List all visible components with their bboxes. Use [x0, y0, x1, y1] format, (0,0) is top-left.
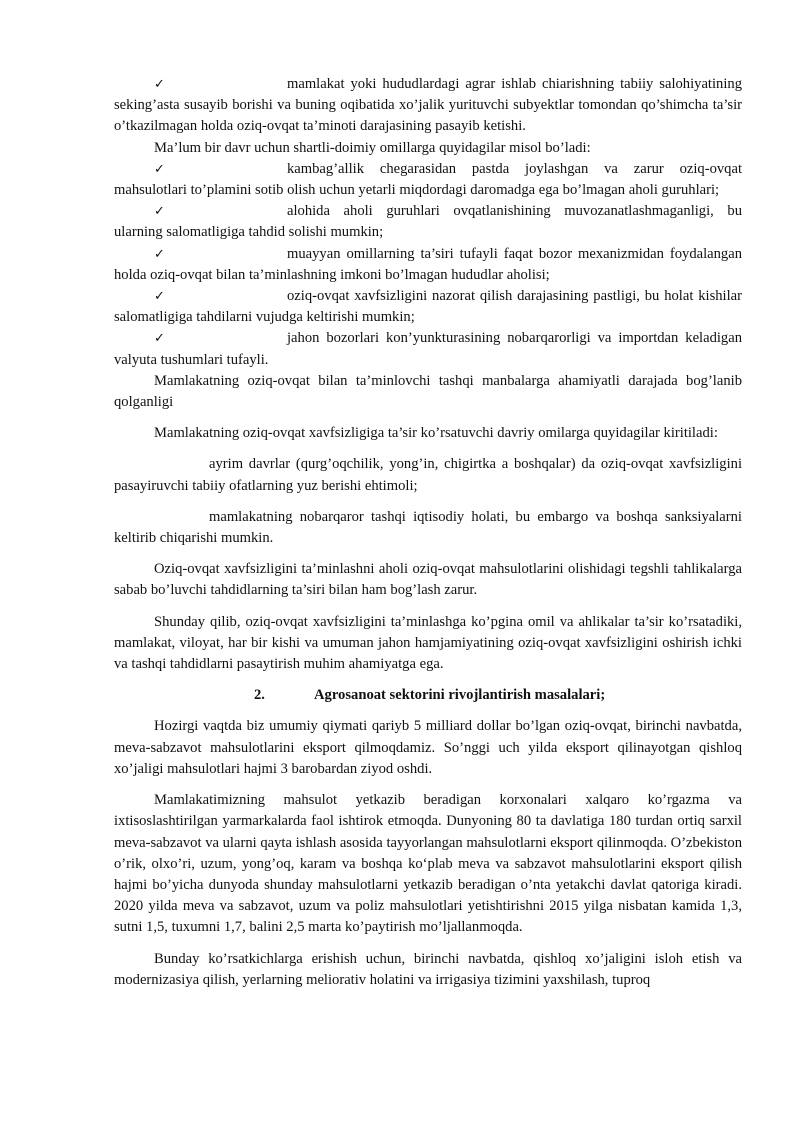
paragraph: Hozirgi vaqtda biz umumiy qiymati qariyb 5 milliard dollar bo’lgan oziq-ovqat, birinchi navbatda, meva-sabzavot mahsulotlarini eksport qilmoqdamiz. So’nggi uch yilda eksport qilinayotgan qishloq xo’jaligi mahsulotlari hajmi 3 barobardan ziyod oshdi.	[114, 718, 742, 777]
document-page	[114, 74, 742, 991]
checkmark-icon	[154, 159, 287, 180]
checklist-item	[114, 159, 742, 201]
checkmark-icon	[154, 286, 287, 307]
paragraph: Ma’lum bir davr uchun shartli-doimiy omillarga quyidagilar misol bo’ladi:	[154, 139, 591, 156]
checklist-item-text: jahon bozorlari kon’yunkturasining nobarqarorligi va importdan keladigan valyuta tushumlari tufayli.	[114, 330, 742, 368]
checklist-item-text: muayyan omillarning ta’siri tufayli faqat bozor mexanizmidan foydalangan holda oziq-ovqat bilan ta’minlashning imkoni bo’lmagan hududlar aholisi;	[114, 245, 742, 283]
checkmark-icon	[154, 74, 287, 95]
checklist-item	[114, 286, 742, 328]
paragraph: Oziq-ovqat xavfsizligini ta’minlashni aholi oziq-ovqat mahsulotlarini olishidagi tegshli tahlikalarga sabab bo’luvchi tahdidlarning ta’siri bilan ham bog’lash zarur.	[114, 561, 742, 599]
paragraph: Mamlakatimizning mahsulot yetkazib beradigan korxonalari xalqaro ko’rgazma va ixtisoslashtirilgan yarmarkalarda faol ishtirok etmoqda. Dunyoning 80 ta davlatiga 180 turdan ortiq sarxil meva-sabzavot va ularni qayta ishlash asosida tayyorlangan mahsulotlarni eksport qilinmoqda. O’zbekiston o’rik, olxo’ri, uzum, yong’oq, karam va boshqa ko‘plab meva va sabzavot mahsulotlarini eksport qilish hajmi bo’yicha dunyoda shunday mahsulotlarni yetkazib beradigan o’nta yetakchi davlat qatoriga kiradi. 2020 yilda meva va sabzavot, uzum va poliz mahsulotlari yetishtirishni 2015 yilga nisbatan kamida 1,3, sutni 1,5, tuxumni 1,7, balini 2,5 marta ko’paytirish mo’ljallanmoqda.	[114, 792, 742, 936]
checkmark-icon	[154, 244, 287, 265]
section-title: Agrosanoat sektorini rivojlantirish masalalari;	[314, 687, 606, 704]
list-item: ayrim davrlar (qurg’oqchilik, yong’in, chigirtka a boshqalar) da oziq-ovqat xavfsizligini pasayiruvchi tabiiy ofatlarning yuz berishi ehtimoli;	[114, 456, 742, 494]
section-number: 2.	[254, 687, 265, 704]
list-item: mamlakatning nobarqaror tashqi iqtisodiy holati, bu embargo va boshqa sanksiyalarni keltirib chiqarishi mumkin.	[114, 508, 742, 547]
checklist-item	[114, 328, 742, 370]
checklist-item-text: alohida aholi guruhlari ovqatlanishining muvozanatlashmaganligi, bu ularning salomatligiga tahdid solishi mumkin;	[114, 203, 742, 241]
checklist-item	[114, 201, 742, 243]
checklist-item	[114, 74, 742, 138]
checklist-item-text: mamlakat yoki hududlardagi agrar ishlab chiarishning tabiiy salohiyatining seking’asta susayib borishi va buning oqibatida xo’jalik yurituvchi subyektlar tomondan qo’shimcha ta’sir o’tkazilmagan holda oziq-ovqat ta’minoti darajasining pasayib ketishi.	[114, 76, 742, 135]
checklist-item	[114, 244, 742, 286]
checkmark-icon	[154, 328, 287, 349]
paragraph: Mamlakatning oziq-ovqat xavfsizligiga ta’sir ko’rsatuvchi davriy omilarga quyidagilar kiritiladi:	[154, 425, 718, 442]
paragraph: Bunday ko’rsatkichlarga erishish uchun, birinchi navbatda, qishloq xo’jaligini isloh etish va modernizasiya qilish, yerlarning meliorativ holatini va irrigasiya tizimini yaxshilash, tuproq	[114, 950, 742, 988]
paragraph: Mamlakatning oziq-ovqat bilan ta’minlovchi tashqi manbalarga ahamiyatli darajada bog’lanib qolganligi	[114, 372, 742, 411]
checklist-item-text: oziq-ovqat xavfsizligini nazorat qilish darajasining pastligi, bu holat kishilar salomatligiga tahdilarni vujudga keltirishi mumkin;	[114, 288, 742, 326]
section-heading	[114, 685, 742, 706]
checkmark-icon	[154, 201, 287, 222]
paragraph: Shunday qilib, oziq-ovqat xavfsizligini ta’minlashga ko’pgina omil va ahlikalar ta’sir ko’rsatadiki, mamlakat, viloyat, har bir kishi va umuman jahon hamjamiyatining oziq-ovqat xavfsizligini oshirish ichki va tashqi tahdidlarni pasaytirish muhim ahamiyatga ega.	[114, 613, 742, 673]
checklist-item-text: kambag’allik chegarasidan pastda joylashgan va zarur oziq-ovqat mahsulotlari to’plamini sotib olish uchun yetarli miqdordagi daromadga ega bo’lmagan aholi guruhlari;	[114, 160, 742, 199]
